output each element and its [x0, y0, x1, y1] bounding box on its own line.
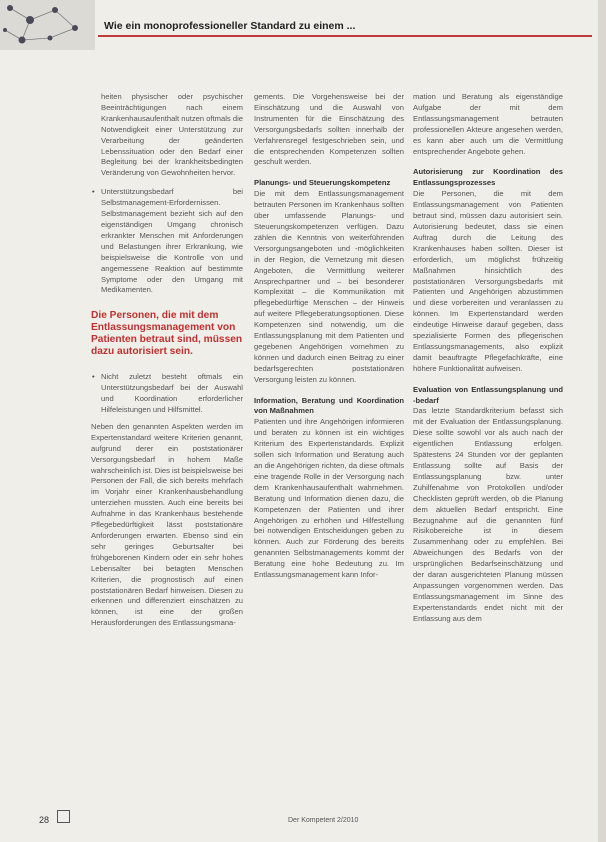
page-edge: [598, 0, 606, 842]
subheading: Planungs- und Steuerungskompetenz: [254, 178, 391, 188]
paragraph: heiten physischer oder psychischer Beeinträchtigungen nach einem Krankenhausaufenthalt nutzen oftmals die Notwendigkeit einer Unterstützung zur Verarbeitung der geänderten Lebenssituation oder den Bedarf einer Begleitung bei der krankheitsbedingten Veränderung von Gewohnheiten hervor.: [101, 92, 243, 178]
running-title: Wie ein monoprofessioneller Standard zu einem ...: [104, 20, 356, 32]
header-rule: [98, 35, 592, 37]
bullet-item: • Unterstützungsbedarf bei Selbstmanagement-Erfordernissen. Selbstmanagement bezieht sich auf den eigenständigen Umgang chronisch erkrankter Menschen mit Anforderungen und Belastungen ihrer Erkrankung, wie beispielsweise die Kontrolle von und angemessene Reaktion auf bestimmte Symptome oder den Umgang mit Medikamenten.: [101, 187, 243, 296]
paragraph: mation und Beratung als eigenständige Aufgabe der mit dem Entlassungsmanagement betrauten professionellen Akteure angesehen werden, es kann aber auch um die Vermittlung entsprechender Angebote gehen.: [413, 92, 563, 156]
paragraph: Neben den genannten Aspekten werden im Expertenstandard weitere Kriterien genannt, aufgrund derer ein poststationärer Versorgungsbedarf in hohem Maße wahrscheinlich ist. Dies ist beispielsweise bei Personen der Fall, die sich bereits mehrfach im Vorjahr einer Krankenhausbehandlung unterziehen mussten. Auch eine bereits bei Aufnahme in das Krankenhaus bestehende Pflegebedürftigkeit lässt poststationäre Anforderungen erwarten. Ebenso sind ein sehr geringes Geburtsalter bei frühgeborenen Kindern oder ein sehr hohes Lebensalter bei betagten Menschen Kriterien, die prognostisch auf einen poststationären Bedarf hinweisen. Diesen zu erkennen und differenziert einschätzen zu können, ist eine der großen Herausforderungen des Entlassungsmana-: [91, 421, 243, 628]
molecule-graphic-icon: [0, 0, 95, 50]
column-2: [254, 92, 404, 812]
paragraph: Die Personen, die mit dem Entlassungsmanagement von Patienten betraut sind, müssen dazu autorisiert sein. Autorisierung bedeutet, dass sie einen Auftrag durch die Leitung des Krankenhauses haben sollten. Dieser ist erforderlich, um möglichst frühzeitig Maßnahmen hinsichtlich des poststationären Versorgungsbedarfs mit Patienten und Angehörigen abzustimmen und diese vorbereiten und veranlassen zu können. Im Expertenstandard werden eindeutige Hinweise darauf gegeben, dass spezialisierte Formen des pflegerischen Entlassungsmanagements, also explizit damit beauftragte Pflegefachkräfte, eine höhere Funktionalität aufweisen.: [413, 189, 563, 373]
subheading: Evaluation von Entlassungsplanung und -bedarf: [413, 384, 563, 405]
paragraph: gements. Die Vorgehensweise bei der Einschätzung und die Auswahl von Instrumenten für die Einschätzung des Versorgungsbedarfs sollten innerhalb der Verfahrensregel festgeschrieben sein, und die entsprechenden Kompetenzen sollten geschult werden.: [254, 92, 404, 167]
pull-quote: Die Personen, die mit dem Entlassungsmanagement von Patienten betraut sind, müssen dazu autorisiert sein.: [91, 310, 243, 358]
paragraph: Patienten und ihre Angehörigen informieren und beraten zu können ist ein wichtiges Kriterium des Expertenstandards. Explizit sollen sich Information und Beratung auch an die Angehörigen richten, da diese oftmals eine tragende Rolle in der Versorgung nach dem Krankenhausaufenthalt wahrnehmen. Beratung und Information dienen dazu, die Kompetenzen der Patienten und ihrer Angehörigen zu erhöhen und Hilfestellung bei notwendigen Entscheidungen geben zu können. Auch zur Förderung des bereits genannten Selbstmanagements kommt der Beratung eine hohe Bedeutung zu. Im Entlassungsmanagement kann Infor-: [254, 417, 404, 580]
column-3: [413, 92, 563, 812]
subheading: Information, Beratung und Koordination von Maßnahmen: [254, 395, 404, 416]
subheading: Autorisierung zur Koordination des Entlassungsprozesses: [413, 167, 563, 188]
bullet-list: [91, 372, 243, 416]
column-1: [91, 92, 243, 812]
magazine-logo-icon: [57, 810, 70, 823]
paragraph: Das letzte Standardkriterium befasst sich mit der Evaluation der Entlassungsplanung. Diese sollte sowohl vor als auch nach der eigentlichen Entlassung erfolgen. Spätestens 24 Stunden vor der geplanten Entlassung sollte auf Basis der Entlassungsplanung bzw. unter Zuhilfenahme von Protokollen und/oder Checklisten geprüft werden, ob die Planung dem aktuellen Bedarf entspricht. Eine Bezugnahme auf die genannten fünf Risikobereiche ist in diesem Zusammenhang oder zu empfehlen. Bei Abweichungen des Bedarfs von der ursprünglichen Bedarfseinschätzung und der daran ausgerichteten Planung müssen Anpassungen vorgenommen werden. Das Entlassungsmanagement im Sinne des Expertenstandards endet nicht mit der Entlassung aus dem: [413, 406, 563, 623]
bullet-item: • Nicht zuletzt besteht oftmals ein Unterstützungsbedarf bei der Auswahl und Koordination erforderlicher Hilfeleistungen und Hilfsmittel.: [101, 372, 243, 416]
magazine-name: Der Kompetent 2/2010: [288, 817, 359, 824]
page-number: 28: [39, 815, 50, 825]
bullet-list: [91, 187, 243, 296]
paragraph: Die mit dem Entlassungsmanagement betrauten Personen im Krankenhaus sollten über umfassende Planungs- und Steuerungskompetenzen verfügen. Dazu zählen die Kenntnis von weiterführenden Versorgungsangeboten und -möglichkeiten in der Region, die Vernetzung mit diesen Angeboten, die Vermittlung weiterer Ansprechpartner und – bei besonderer Komplexität – die Kommunikation mit pflegebedürftige Menschen – der Hinweis auf weitere Pflegeberatungsoptionen. Diese Kompetenzen sind notwendig, um die Entlassungsplanung mit dem Patienten und gegebenen Angehörigen vornehmen zu können und dadurch einen Beitrag zu einer bedarfsgerechten poststationären Versorgung leisten zu können.: [254, 189, 404, 384]
